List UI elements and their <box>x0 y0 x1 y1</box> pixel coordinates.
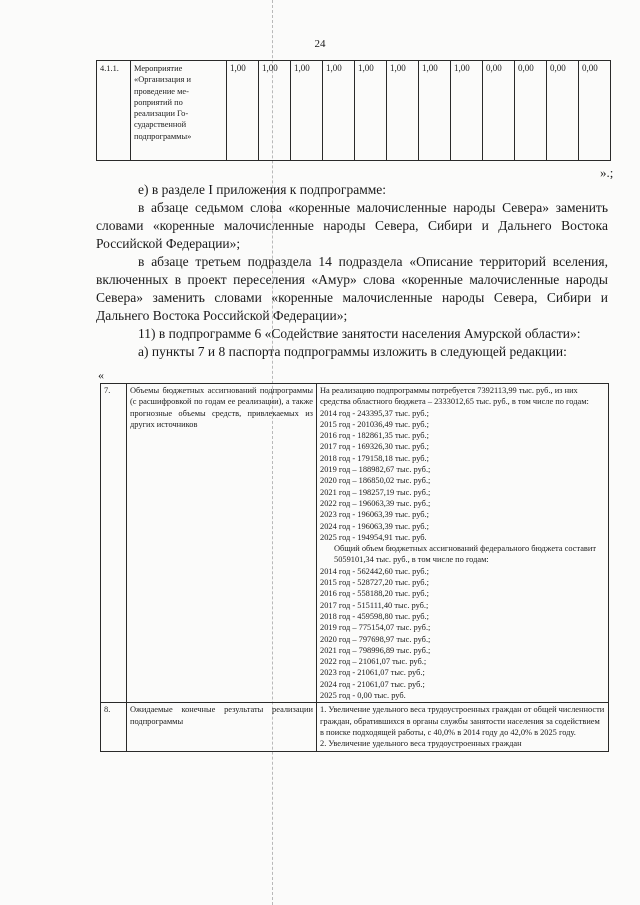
table-row <box>97 61 611 161</box>
content-line: 2022 год – 21061,07 тыс. руб.; <box>320 657 427 667</box>
content-line: 2020 год – 797698,97 тыс. руб.; <box>320 634 431 644</box>
value-cell: 1,00 <box>323 61 355 161</box>
content-line: 2017 год - 515111,40 тыс. руб.; <box>320 600 429 610</box>
closing-quote: ».; <box>600 165 614 180</box>
paragraph: в абзаце седьмом слова «коренные малочисленные народы Севера» заменить словами «коренные малочисленные народы Севера, Сибири и Дальнего Востока Российской Федерации»; <box>96 200 608 251</box>
content-line: 2. Увеличение удельного веса трудоустроенных граждан <box>320 739 522 749</box>
content-line: 2014 год - 243395,37 тыс. руб.; <box>320 408 429 418</box>
passport-table <box>100 383 609 752</box>
content-line: Общий объем бюджетных ассигнований федерального бюджета составит 5059101,34 тыс. руб., в том числе по годам: <box>334 544 597 565</box>
table-row <box>101 703 609 751</box>
value-cell: 0,00 <box>547 61 579 161</box>
content-line: 2019 год – 775154,07 тыс. руб.; <box>320 623 431 633</box>
content-line: 2018 год - 179158,18 тыс. руб.; <box>320 453 429 463</box>
paragraph: е) в разделе I приложения к подпрограмме: <box>138 182 387 197</box>
content-line: 2022 год – 196063,39 тыс. руб.; <box>320 498 431 508</box>
content-line: 2018 год - 459598,80 тыс. руб.; <box>320 611 429 621</box>
content-line: 2016 год - 182861,35 тыс. руб.; <box>320 431 429 441</box>
row-label: Ожидаемые конечные результаты реализации подпрограммы <box>127 703 317 751</box>
value-cell: 1,00 <box>291 61 323 161</box>
row-number: 7. <box>101 384 127 703</box>
paragraph: а) пункты 7 и 8 паспорта подпрограммы изложить в следующей редакции: <box>138 344 567 359</box>
content-line: 2025 год - 0,00 тыс. руб. <box>320 691 406 701</box>
content-line: 2020 год – 186850,02 тыс. руб.; <box>320 476 431 486</box>
value-cell: 0,00 <box>483 61 515 161</box>
measure-name: Мероприятие «Организация и проведение ме-роприятий по реализации Го-сударственной подпрограммы» <box>131 61 227 161</box>
content-line: 2016 год - 558188,20 тыс. руб.; <box>320 589 429 599</box>
content-line: 1. Увеличение удельного веса трудоустроенных граждан от общей численности граждан, обратившихся в органы службы занятости населения за содействием в поиске подходящей работы, с 40,0% в 2014 году до 42,0% в 2025 году. <box>320 705 605 737</box>
value-cell: 1,00 <box>355 61 387 161</box>
page-number: 24 <box>314 38 326 50</box>
content-line: 2015 год - 528727,20 тыс. руб.; <box>320 578 429 588</box>
row-number: 4.1.1. <box>97 61 131 161</box>
paragraph: 11) в подпрограмме 6 «Содействие занятости населения Амурской области»: <box>138 326 581 341</box>
value-cell: 1,00 <box>451 61 483 161</box>
amendment-text <box>96 181 608 361</box>
value-cell: 0,00 <box>515 61 547 161</box>
content-line: 2015 год - 201036,49 тыс. руб.; <box>320 419 429 429</box>
paragraph: в абзаце третьем подраздела 14 подраздела «Описание территорий вселения, включенных в проект переселения «Амур» слова «коренные малочисленные народы Севера» заменить словами «коренные малочисленные народы Севера, Сибири и Дальнего Востока Российской Федерации»; <box>96 254 608 323</box>
content-line: 2024 год - 196063,39 тыс. руб.; <box>320 521 429 531</box>
row-content <box>317 384 609 703</box>
row-label: Объемы бюджетных ассигнований подпрограммы (с расшифровкой по годам ее реализации), а также прогнозные объемы средств, привлекаемых из других источников <box>127 384 317 703</box>
table-row <box>101 384 609 703</box>
value-cell: 1,00 <box>259 61 291 161</box>
row-content <box>317 703 609 751</box>
content-line: 2024 год - 21061,07 тыс. руб.; <box>320 679 425 689</box>
value-cell: 1,00 <box>419 61 451 161</box>
content-line: 2021 год – 198257,19 тыс. руб.; <box>320 487 431 497</box>
content-line: 2025 год - 194954,91 тыс. руб. <box>320 532 427 542</box>
content-line: 2014 год - 562442,60 тыс. руб.; <box>320 566 429 576</box>
content-line: 2021 год – 798996,89 тыс. руб.; <box>320 645 431 655</box>
content-line: 2023 год - 21061,07 тыс. руб.; <box>320 668 425 678</box>
content-line: На реализацию подпрограммы потребуется 7392113,99 тыс. руб., из них средства областного бюджета – 2333012,65 тыс. руб., в том числе по годам: <box>320 386 589 407</box>
measures-table <box>96 60 611 161</box>
value-cell: 0,00 <box>579 61 611 161</box>
content-line: 2019 год – 188982,67 тыс. руб.; <box>320 465 431 475</box>
value-cell: 1,00 <box>227 61 259 161</box>
row-number: 8. <box>101 703 127 751</box>
value-cell: 1,00 <box>387 61 419 161</box>
opening-quote: « <box>98 368 104 382</box>
content-line: 2023 год - 196063,39 тыс. руб.; <box>320 510 429 520</box>
content-line: 2017 год - 169326,30 тыс. руб.; <box>320 442 429 452</box>
